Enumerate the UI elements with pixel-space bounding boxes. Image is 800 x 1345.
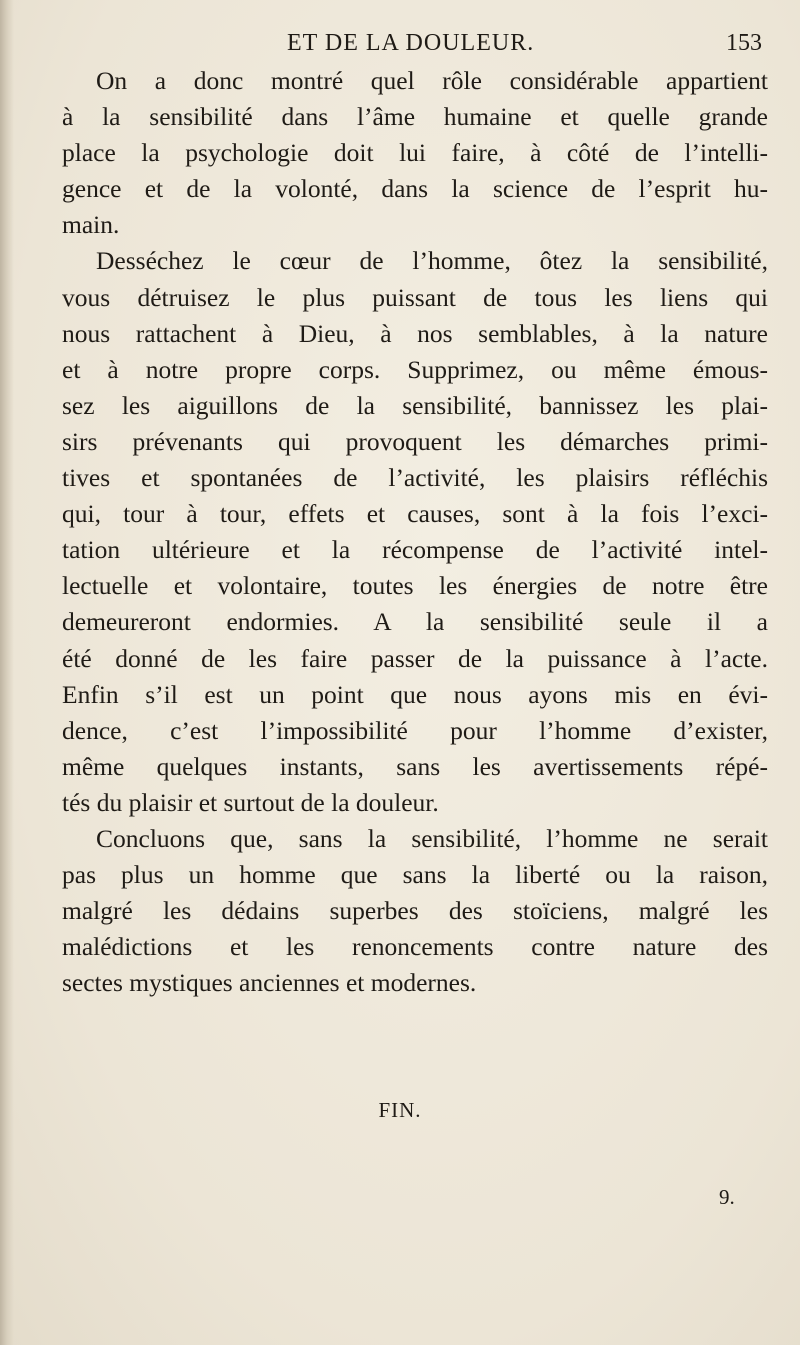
text-line: dence, c’est l’impossibilité pour l’homme d’exister, bbox=[62, 715, 768, 745]
text-line: Desséchez le cœur de l’homme, ôtez la sensibilité, bbox=[96, 246, 768, 276]
text-line: Enfin s’il est un point que nous ayons mis en évi- bbox=[62, 679, 768, 709]
text-line: sectes mystiques anciennes et modernes. bbox=[62, 968, 477, 998]
text-line: sirs prévenants qui provoquent les démarches primi- bbox=[62, 426, 768, 456]
text-line: nous rattachent à Dieu, à nos semblables, à la nature bbox=[62, 318, 768, 348]
text-line: même quelques instants, sans les avertissements répé- bbox=[62, 751, 768, 781]
page-number: 153 bbox=[726, 30, 762, 56]
text-line: gence et de la volonté, dans la science de l’esprit hu- bbox=[62, 174, 768, 204]
text-line: vous détruisez le plus puissant de tous les liens qui bbox=[62, 282, 768, 312]
text-line: tation ultérieure et la récompense de l’activité intel- bbox=[62, 535, 768, 565]
running-title: ET DE LA DOULEUR. bbox=[287, 30, 535, 56]
text-line: qui, tour à tour, effets et causes, sont à la fois l’exci- bbox=[62, 499, 768, 529]
text-line: On a donc montré quel rôle considérable appartient bbox=[96, 66, 768, 95]
text-line: main. bbox=[62, 210, 120, 240]
text-line: malgré les dédains superbes des stoïciens, malgré les bbox=[62, 896, 768, 926]
text-line: malédictions et les renoncements contre nature des bbox=[62, 932, 768, 962]
text-line: demeureront endormies. A la sensibilité seule il a bbox=[62, 607, 768, 637]
text-line: place la psychologie doit lui faire, à côté de l’intelli- bbox=[62, 138, 768, 168]
text-line: à la sensibilité dans l’âme humaine et quelle grande bbox=[62, 102, 768, 132]
text-line: tés du plaisir et surtout de la douleur. bbox=[62, 787, 439, 817]
body-text bbox=[62, 63, 768, 1001]
end-mark: FIN. bbox=[378, 1098, 422, 1122]
text-line: tives et spontanées de l’activité, les plaisirs réfléchis bbox=[62, 463, 768, 493]
text-line: été donné de les faire passer de la puissance à l’acte. bbox=[62, 643, 768, 673]
signature-mark: 9. bbox=[719, 1185, 735, 1209]
text-line: pas plus un homme que sans la liberté ou la raison, bbox=[62, 860, 768, 890]
text-line: et à notre propre corps. Supprimez, ou même émous- bbox=[62, 354, 768, 384]
page-edge-shadow bbox=[0, 0, 14, 1345]
text-line: Concluons que, sans la sensibilité, l’homme ne serait bbox=[96, 823, 768, 853]
text-line: lectuelle et volontaire, toutes les énergies de notre être bbox=[62, 571, 768, 601]
text-line: sez les aiguillons de la sensibilité, bannissez les plai- bbox=[62, 390, 768, 420]
